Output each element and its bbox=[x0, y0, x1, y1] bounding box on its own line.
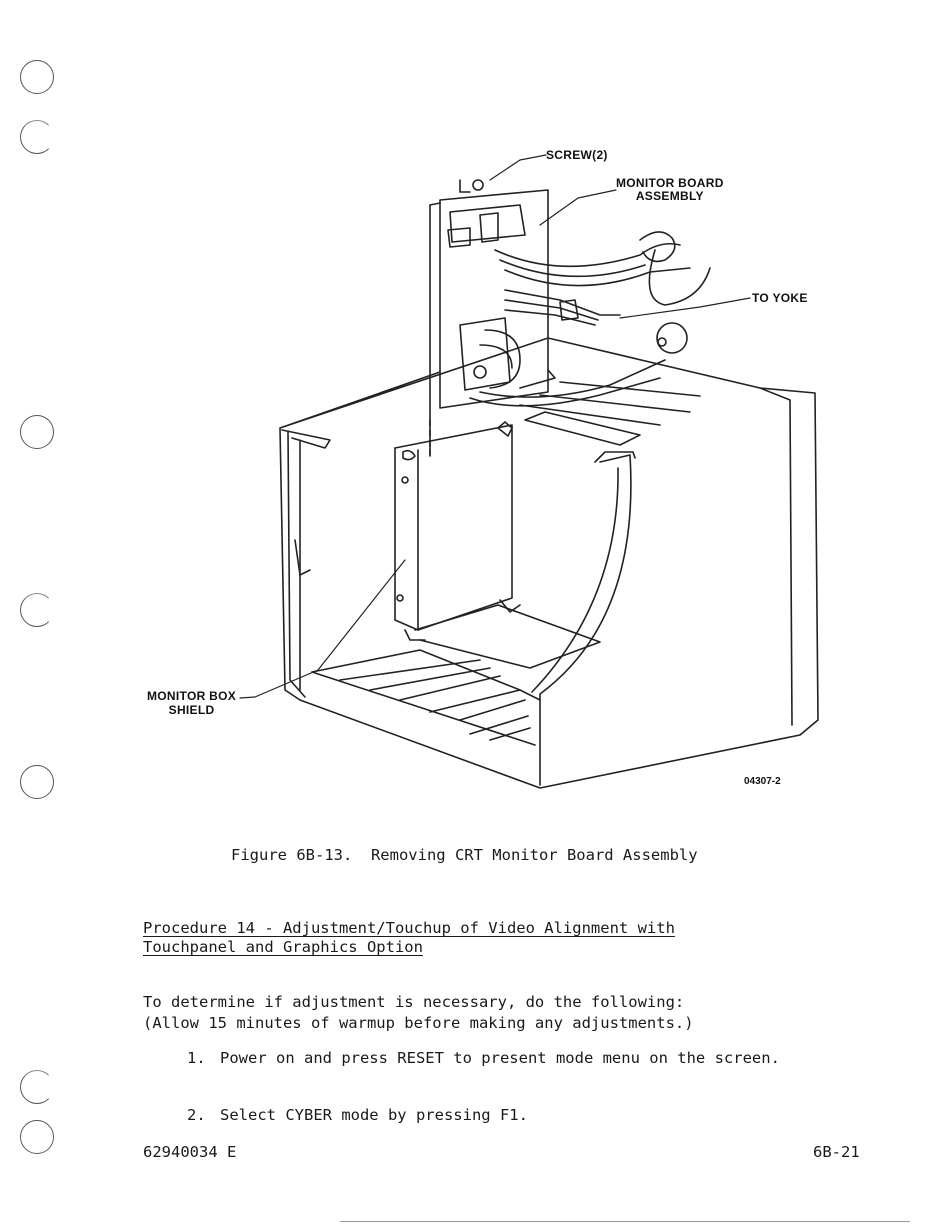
step-text: Power on and press RESET to present mode menu on the screen. bbox=[220, 1049, 780, 1067]
procedure-intro bbox=[143, 992, 823, 1034]
procedure-step bbox=[187, 1048, 827, 1069]
punch-hole bbox=[20, 1120, 54, 1154]
callout-monitor-board-assembly bbox=[616, 176, 724, 203]
punch-hole bbox=[20, 1070, 54, 1104]
drawing-number: 04307-2 bbox=[744, 776, 781, 787]
step-number: 1. bbox=[187, 1049, 206, 1067]
page-number: 6B-21 bbox=[813, 1143, 860, 1161]
callout-monitor-box-shield bbox=[147, 689, 236, 717]
bottom-edge-line bbox=[340, 1221, 910, 1222]
document-number: 62940034 E bbox=[143, 1143, 237, 1161]
procedure-heading bbox=[143, 919, 803, 957]
procedure-heading-line2: Touchpanel and Graphics Option bbox=[143, 938, 423, 956]
intro-line1: To determine if adjustment is necessary, do the following: bbox=[143, 993, 685, 1011]
callout-to-yoke: TO YOKE bbox=[752, 291, 808, 305]
step-text: Select CYBER mode by pressing F1. bbox=[220, 1106, 528, 1124]
procedure-step bbox=[187, 1105, 827, 1126]
callout-screw: SCREW(2) bbox=[546, 148, 608, 162]
callout-monitor-box-line2: SHIELD bbox=[168, 703, 215, 717]
callout-monitor-board-line1: MONITOR BOARD bbox=[616, 176, 724, 190]
intro-line2: (Allow 15 minutes of warmup before making any adjustments.) bbox=[143, 1014, 694, 1032]
callout-monitor-board-line2: ASSEMBLY bbox=[635, 189, 704, 203]
callout-monitor-box-line1: MONITOR BOX bbox=[147, 689, 237, 703]
step-number: 2. bbox=[187, 1106, 206, 1124]
procedure-heading-line1: Procedure 14 - Adjustment/Touchup of Video Alignment with bbox=[143, 919, 675, 937]
figure-caption: Figure 6B-13. Removing CRT Monitor Board Assembly bbox=[231, 846, 698, 864]
